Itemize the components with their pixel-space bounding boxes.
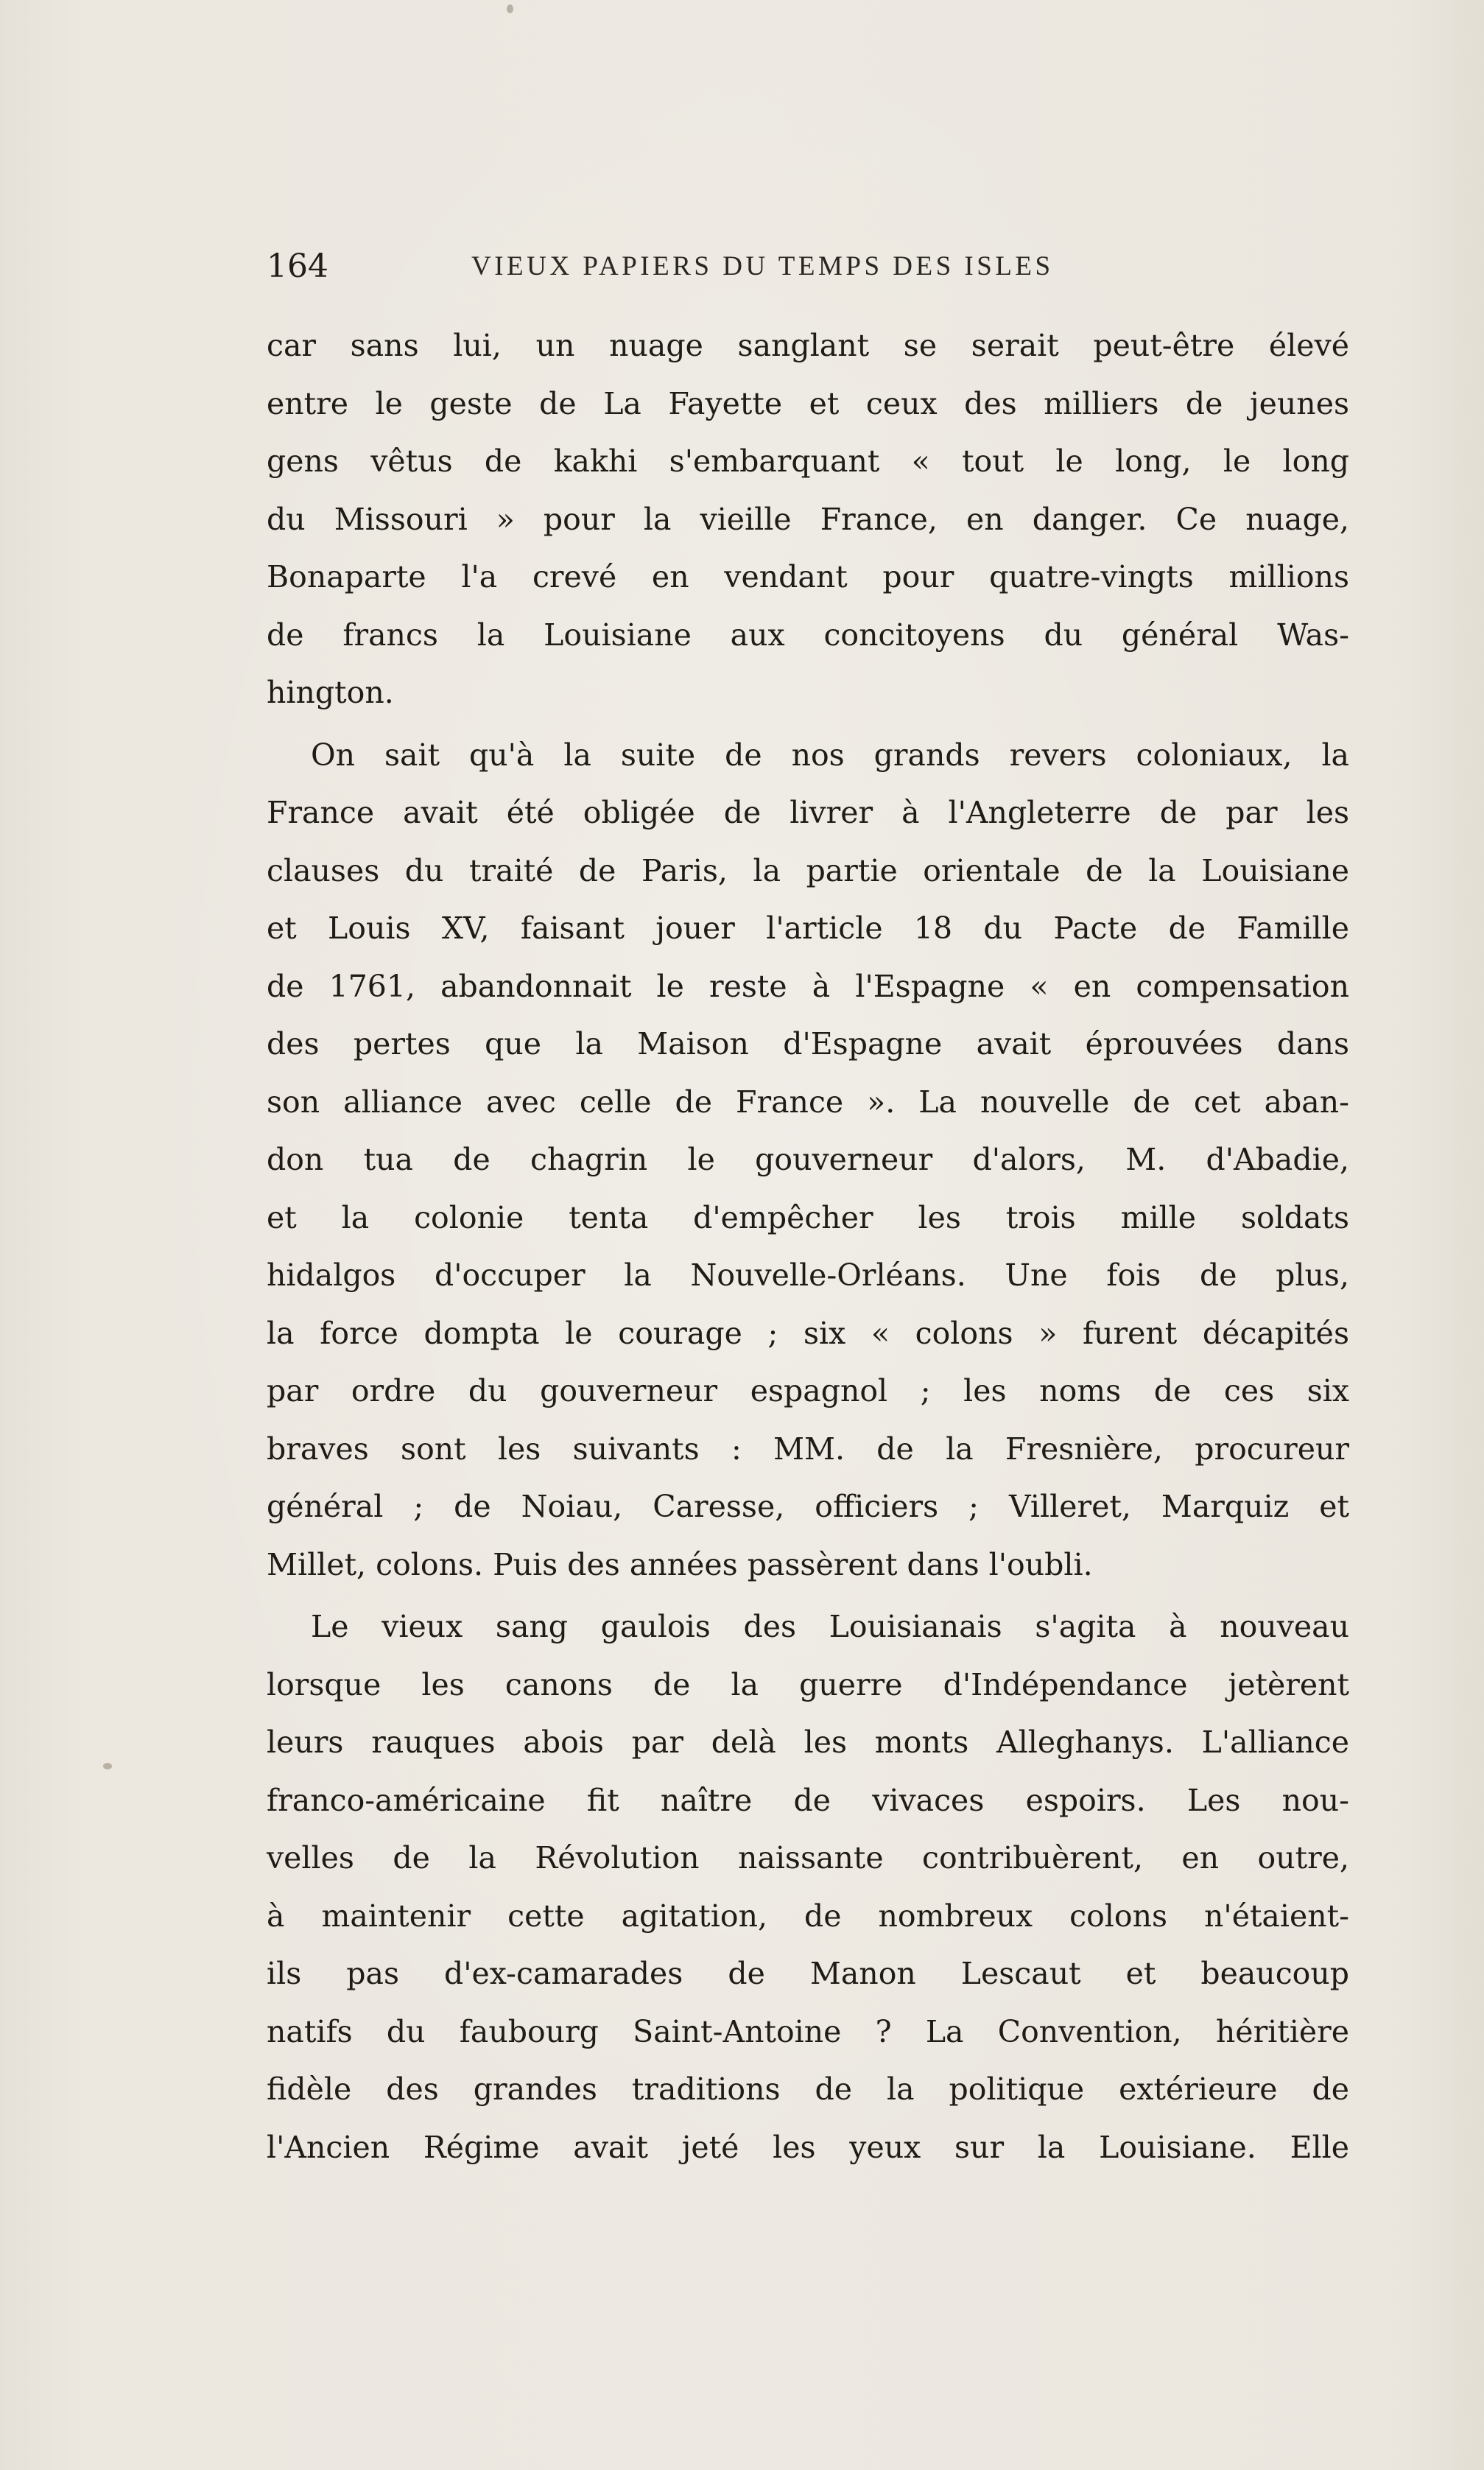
page-number: 164	[267, 248, 328, 285]
body-text	[267, 317, 1349, 2176]
text-line: du Missouri » pour la vieille France, en danger. Ce nuage,	[267, 501, 1349, 537]
text-line: Bonaparte l'a crevé en vendant pour quatre-vingts millions	[267, 559, 1349, 594]
page-header	[267, 241, 1349, 292]
text-line: général ; de Noiau, Caresse, officiers ; Villeret, Marquiz et	[267, 1489, 1349, 1524]
text-line: et Louis XV, faisant jouer l'article 18 du Pacte de Famille	[267, 911, 1349, 946]
text-line: Le vieux sang gaulois des Louisianais s'agita à nouveau	[311, 1609, 1349, 1644]
text-line: de francs la Louisiane aux concitoyens du général Was-	[267, 617, 1349, 653]
paper-speck	[507, 4, 513, 13]
text-line: ils pas d'ex-camarades de Manon Lescaut et beaucoup	[267, 1956, 1349, 1991]
text-line: don tua de chagrin le gouverneur d'alors, M. d'Abadie,	[267, 1142, 1349, 1177]
text-line: gens vêtus de kakhi s'embarquant « tout le long, le long	[267, 443, 1349, 479]
text-line: fidèle des grandes traditions de la politique extérieure de	[267, 2071, 1349, 2107]
text-line: à maintenir cette agitation, de nombreux colons n'étaient-	[267, 1898, 1349, 1934]
text-line: lorsque les canons de la guerre d'Indépendance jetèrent	[267, 1666, 1349, 1702]
text-line: France avait été obligée de livrer à l'Angleterre de par les	[267, 795, 1349, 830]
text-line: hidalgos d'occuper la Nouvelle-Orléans. Une fois de plus,	[267, 1257, 1349, 1293]
text-line: leurs rauques abois par delà les monts Alleghanys. L'alliance	[267, 1725, 1349, 1760]
text-line: et la colonie tenta d'empêcher les trois mille soldats	[267, 1199, 1349, 1235]
running-title: VIEUX PAPIERS DU TEMPS DES ISLES	[471, 251, 1054, 281]
text-line: par ordre du gouverneur espagnol ; les noms de ces six	[267, 1373, 1349, 1408]
text-line: velles de la Révolution naissante contribuèrent, en outre,	[267, 1840, 1349, 1876]
text-line: entre le geste de La Fayette et ceux des milliers de jeunes	[267, 385, 1349, 421]
text-line: hington.	[267, 675, 394, 710]
paper-speck	[103, 1763, 112, 1769]
text-line: l'Ancien Régime avait jeté les yeux sur la Louisiane. Elle	[267, 2129, 1349, 2165]
text-line: clauses du traité de Paris, la partie orientale de la Louisiane	[267, 852, 1349, 888]
text-line: car sans lui, un nuage sanglant se serait peut-être élevé	[267, 328, 1349, 363]
text-line: natifs du faubourg Saint-Antoine ? La Convention, héritière	[267, 2013, 1349, 2049]
text-line: On sait qu'à la suite de nos grands revers coloniaux, la	[311, 737, 1349, 773]
text-line: son alliance avec celle de France ». La nouvelle de cet aban-	[267, 1084, 1349, 1120]
text-line: de 1761, abandonnait le reste à l'Espagne « en compensation	[267, 968, 1349, 1004]
text-line: braves sont les suivants : MM. de la Fresnière, procureur	[267, 1431, 1349, 1467]
text-line: franco-américaine fit naître de vivaces espoirs. Les nou-	[267, 1782, 1349, 1818]
text-line: des pertes que la Maison d'Espagne avait éprouvées dans	[267, 1026, 1349, 1062]
text-line: Millet, colons. Puis des années passèrent dans l'oubli.	[267, 1546, 1093, 1582]
text-line: la force dompta le courage ; six « colons » furent décapités	[267, 1315, 1349, 1351]
